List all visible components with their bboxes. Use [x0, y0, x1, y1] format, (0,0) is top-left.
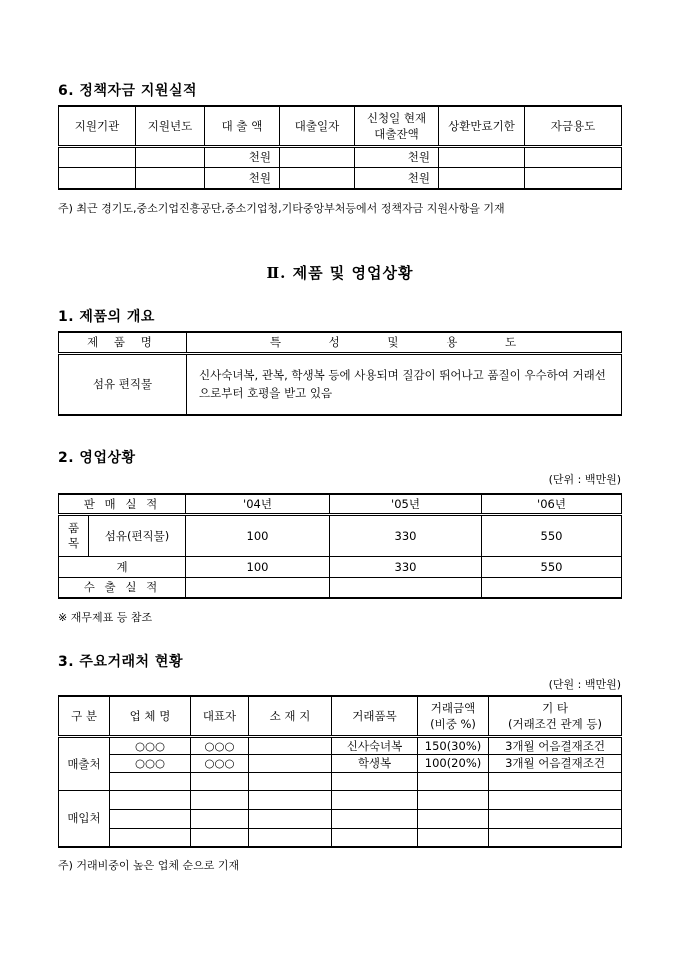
table-cell: 100(20%) [418, 754, 489, 772]
table-cell [110, 790, 191, 809]
sales-header-label: 판 매 실 적 [59, 494, 186, 514]
table-cell [439, 146, 525, 167]
item-value: 100 [186, 514, 330, 556]
partners-table [58, 695, 622, 848]
table-cell: 천원 [205, 146, 280, 167]
table-cell [332, 772, 418, 790]
section-title: Ⅱ. 제품 및 영업상황 [266, 264, 414, 282]
table-cell [110, 772, 191, 790]
year-header: '06년 [482, 494, 622, 514]
table-cell [418, 828, 489, 847]
product-name: 섬유 편직물 [59, 353, 187, 415]
table-cell: ○○○ [110, 754, 191, 772]
header-cell: 지원년도 [136, 106, 205, 146]
table-cell: 3개월 어음결재조건 [489, 736, 622, 754]
table-cell [525, 167, 622, 189]
table-cell [136, 146, 205, 167]
table-cell: 신사숙녀복 [332, 736, 418, 754]
header-cell: 대출일자 [280, 106, 355, 146]
table-cell [439, 167, 525, 189]
table-cell [249, 754, 332, 772]
sales-status-title: 2. 영업상황 [58, 450, 136, 466]
table-cell: 3개월 어음결재조건 [489, 754, 622, 772]
header-cell: 상환만료기한 [439, 106, 525, 146]
table-cell [59, 146, 136, 167]
sales-partner-label: 매출처 [59, 736, 110, 790]
item-value: 550 [482, 514, 622, 556]
sales-table [58, 493, 622, 599]
table-cell: ○○○ [110, 736, 191, 754]
table-cell [489, 809, 622, 828]
table-cell [489, 828, 622, 847]
partners-header: 대표자 [191, 696, 249, 736]
policy-fund-table [58, 105, 622, 190]
table-cell [332, 828, 418, 847]
total-label: 계 [59, 556, 186, 577]
purchase-partner-label: 매입처 [59, 790, 110, 847]
partners-header: 거래금액 (비중 %) [418, 696, 489, 736]
policy-fund-title: 6. 정책자금 지원실적 [58, 83, 197, 99]
table-cell [249, 736, 332, 754]
item-label: 품목 [59, 514, 89, 556]
table-cell [110, 828, 191, 847]
total-value: 100 [186, 556, 330, 577]
table-cell [332, 809, 418, 828]
table-cell [110, 809, 191, 828]
total-value: 550 [482, 556, 622, 577]
export-value [482, 577, 622, 598]
table-cell [136, 167, 205, 189]
partners-note: 주) 거래비중이 높은 업체 순으로 기재 [58, 859, 240, 872]
table-cell [489, 772, 622, 790]
export-value [330, 577, 482, 598]
table-cell [525, 146, 622, 167]
table-cell [191, 790, 249, 809]
partners-header: 업 체 명 [110, 696, 191, 736]
item-name: 섬유(편직물) [89, 514, 186, 556]
table-cell [418, 772, 489, 790]
export-value [186, 577, 330, 598]
header-product-name: 제 품 명 [59, 332, 187, 353]
table-cell: ○○○ [191, 736, 249, 754]
sales-unit: (단위 : 백만원) [548, 473, 621, 486]
table-cell [249, 809, 332, 828]
table-cell [249, 790, 332, 809]
header-cell: 대 출 액 [205, 106, 280, 146]
partners-unit: (단원 : 백만원) [548, 678, 621, 691]
table-cell [280, 146, 355, 167]
table-cell: ○○○ [191, 754, 249, 772]
table-cell: 천원 [205, 167, 280, 189]
sales-note: ※ 재무제표 등 참조 [58, 611, 153, 624]
table-cell [249, 772, 332, 790]
export-label: 수 출 실 적 [59, 577, 186, 598]
year-header: '04년 [186, 494, 330, 514]
table-cell [191, 828, 249, 847]
partners-header: 기 타 (거래조건 관계 등) [489, 696, 622, 736]
year-header: '05년 [330, 494, 482, 514]
table-cell: 150(30%) [418, 736, 489, 754]
policy-fund-note: 주) 최근 경기도,중소기업진흥공단,중소기업청,기타중앙부처등에서 정책자금 지원사항을 기재 [58, 202, 505, 215]
table-cell [332, 790, 418, 809]
table-cell: 학생복 [332, 754, 418, 772]
table-cell: 천원 [355, 167, 439, 189]
table-cell [418, 809, 489, 828]
table-cell [59, 167, 136, 189]
product-overview-table [58, 331, 622, 416]
product-overview-title: 1. 제품의 개요 [58, 309, 155, 325]
header-product-desc: 특 성 및 용 도 [187, 332, 622, 353]
header-cell: 신청일 현재 대출잔액 [355, 106, 439, 146]
item-value: 330 [330, 514, 482, 556]
partners-header: 소 재 지 [249, 696, 332, 736]
partners-title: 3. 주요거래처 현황 [58, 654, 183, 670]
table-cell [418, 790, 489, 809]
table-cell [489, 790, 622, 809]
table-cell [191, 772, 249, 790]
table-cell [249, 828, 332, 847]
table-cell [280, 167, 355, 189]
partners-header: 구 분 [59, 696, 110, 736]
partners-header: 거래품목 [332, 696, 418, 736]
total-value: 330 [330, 556, 482, 577]
table-cell [191, 809, 249, 828]
header-cell: 지원기관 [59, 106, 136, 146]
table-cell: 천원 [355, 146, 439, 167]
header-cell: 자금용도 [525, 106, 622, 146]
product-description: 신사숙녀복, 관복, 학생복 등에 사용되며 질감이 뛰어나고 품질이 우수하여 거래선으로부터 호평을 받고 있음 [187, 353, 622, 415]
